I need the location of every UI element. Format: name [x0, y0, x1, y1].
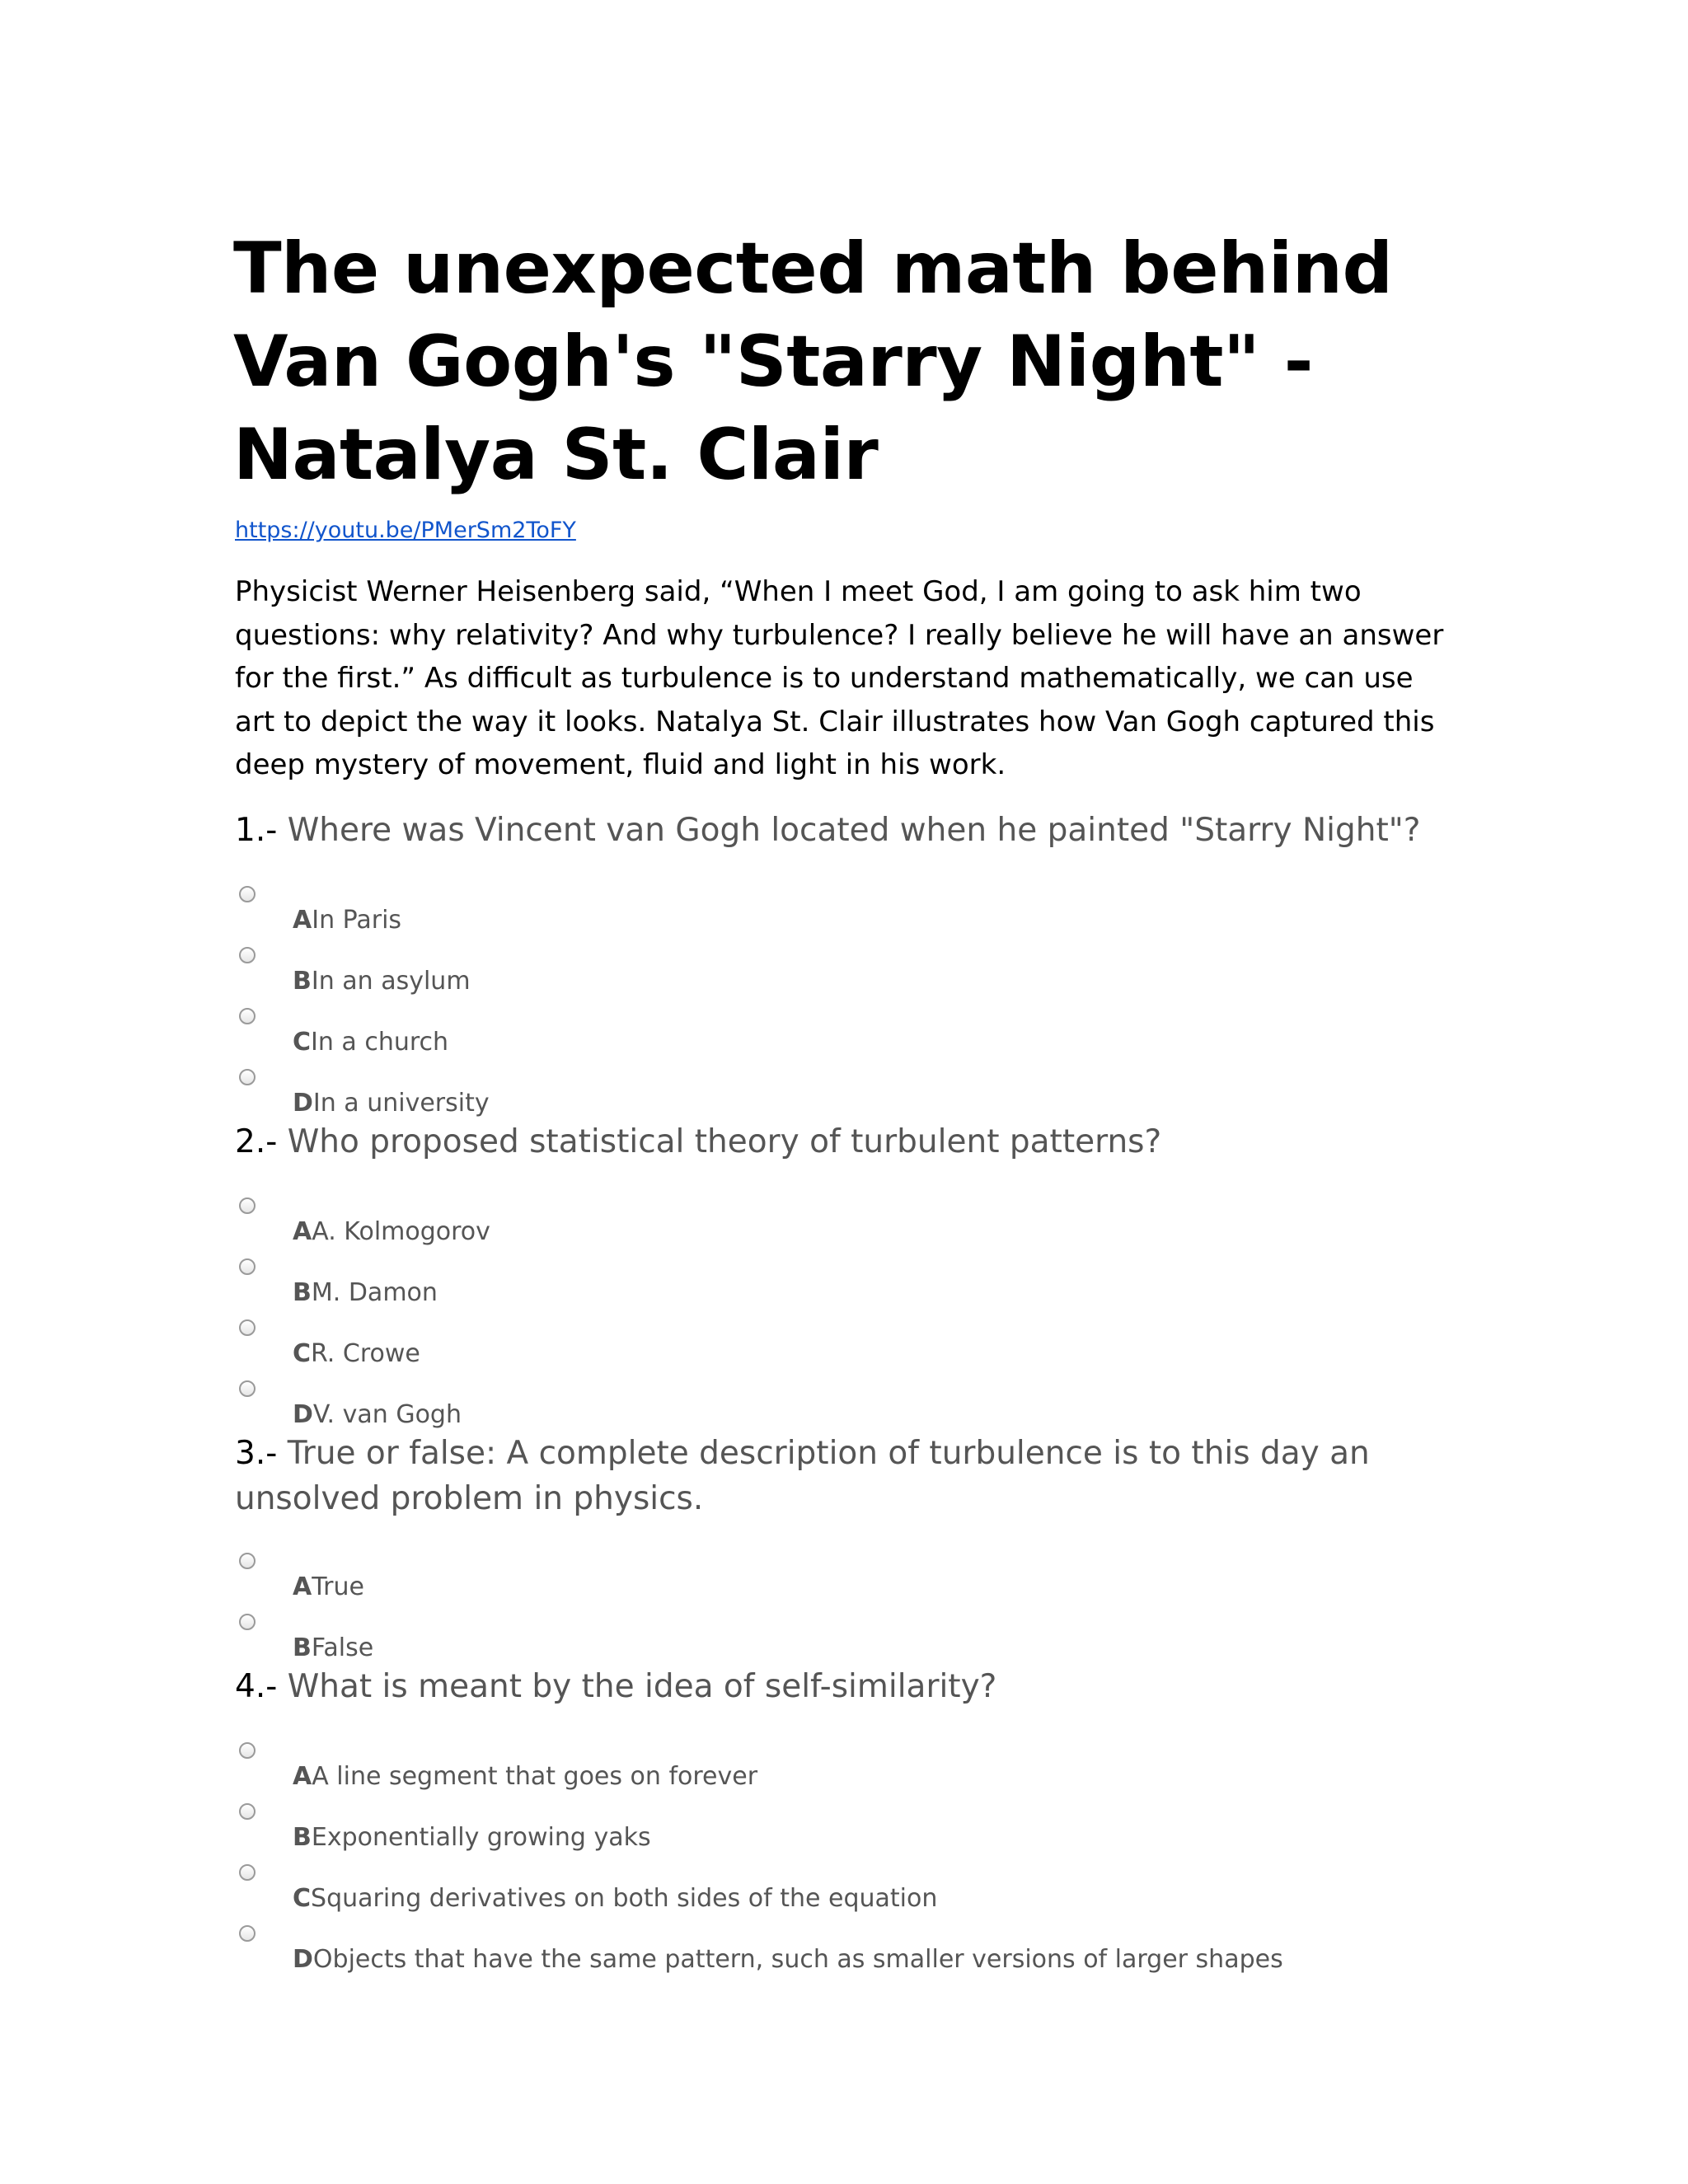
option-letter: B: [293, 1823, 312, 1852]
radio-button[interactable]: [239, 1319, 256, 1336]
radio-button[interactable]: [239, 1380, 256, 1397]
option-label: [293, 1943, 1283, 1976]
option-letter: D: [293, 1089, 313, 1118]
q4-option-a[interactable]: [235, 1742, 1471, 1792]
option-label: [293, 1571, 364, 1604]
option-label: [293, 965, 471, 998]
option-letter: C: [293, 1028, 312, 1057]
radio-button[interactable]: [239, 1008, 256, 1024]
question-2: [235, 1119, 1455, 1165]
radio-button[interactable]: [239, 886, 256, 902]
option-letter: B: [293, 1633, 312, 1662]
radio-button[interactable]: [239, 1614, 256, 1630]
option-letter: A: [293, 1762, 312, 1791]
option-label: [293, 1882, 937, 1915]
option-text: Objects that have the same pattern, such as smaller versions of larger shapes: [312, 1945, 1283, 1974]
radio-button[interactable]: [239, 1925, 256, 1942]
option-label: [293, 1760, 757, 1793]
question-text: True or false: A complete description of turbulence is to this day an unsolved problem in physics.: [235, 1435, 1370, 1517]
option-label: [293, 1277, 438, 1310]
radio-button[interactable]: [239, 1803, 256, 1820]
option-letter: D: [293, 1400, 313, 1429]
option-letter: C: [293, 1339, 312, 1368]
q1-option-b[interactable]: [235, 947, 1471, 996]
q1-option-d[interactable]: [235, 1069, 1471, 1118]
option-label: [293, 1632, 373, 1665]
question-3: [235, 1431, 1455, 1521]
q4-option-c[interactable]: [235, 1864, 1471, 1914]
question-text: What is meant by the idea of self-similarity?: [277, 1668, 997, 1705]
option-text: V. van Gogh: [312, 1400, 462, 1429]
q4-option-b[interactable]: [235, 1803, 1471, 1853]
option-letter: B: [293, 1278, 312, 1307]
q4-option-d[interactable]: [235, 1925, 1471, 1975]
radio-button[interactable]: [239, 947, 256, 963]
question-number: 2.-: [235, 1123, 278, 1160]
question-1: [235, 808, 1455, 853]
option-letter: A: [293, 1572, 312, 1601]
question-number: 3.-: [235, 1435, 278, 1472]
q3-option-b[interactable]: [235, 1614, 1471, 1663]
option-label: [293, 1821, 651, 1854]
intro-paragraph: Physicist Werner Heisenberg said, “When I meet God, I am going to ask him two questions: why relativity? And why turbulence? I really believe he will have an answer for the first.” As difficult as turbulence is to understand mathematically, we can use art to depict the way it looks. Natalya St. Clair illustrates how Van Gogh captured this deep mystery of movement, fluid and light in his work.: [235, 575, 1444, 781]
q3-option-a[interactable]: [235, 1553, 1471, 1602]
question-text: Who proposed statistical theory of turbulent patterns?: [277, 1123, 1162, 1160]
option-text: False: [311, 1633, 374, 1662]
option-letter: A: [293, 1217, 312, 1246]
option-letter: C: [293, 1884, 312, 1913]
option-text: A. Kolmogorov: [312, 1217, 490, 1246]
option-text: Exponentially growing yaks: [311, 1823, 651, 1852]
video-link[interactable]: https://youtu.be/PMerSm2ToFY: [235, 518, 576, 543]
option-text: A line segment that goes on forever: [312, 1762, 758, 1791]
radio-button[interactable]: [239, 1864, 256, 1881]
option-letter: D: [293, 1945, 313, 1974]
radio-button[interactable]: [239, 1069, 256, 1085]
option-label: [293, 904, 401, 937]
question-4: [235, 1664, 1455, 1709]
q2-option-c[interactable]: [235, 1319, 1471, 1369]
question-text: Where was Vincent van Gogh located when he painted "Starry Night"?: [277, 812, 1421, 849]
document-title: The unexpected math behind Van Gogh's "Starry Night" - Natalya St. Clair: [233, 227, 1393, 496]
option-text: Squaring derivatives on both sides of the equation: [311, 1884, 938, 1913]
option-label: [293, 1026, 448, 1059]
option-text: M. Damon: [311, 1278, 438, 1307]
q2-option-b[interactable]: [235, 1258, 1471, 1308]
option-label: [293, 1087, 490, 1120]
option-label: [293, 1216, 490, 1249]
option-text: In Paris: [312, 906, 402, 935]
q1-option-a[interactable]: [235, 886, 1471, 935]
q1-option-c[interactable]: [235, 1008, 1471, 1057]
option-label: [293, 1338, 420, 1371]
q2-option-d[interactable]: [235, 1380, 1471, 1430]
option-letter: B: [293, 967, 312, 996]
option-label: [293, 1399, 462, 1432]
radio-button[interactable]: [239, 1742, 256, 1759]
option-text: In a church: [311, 1028, 449, 1057]
option-letter: A: [293, 906, 312, 935]
radio-button[interactable]: [239, 1553, 256, 1569]
option-text: R. Crowe: [311, 1339, 420, 1368]
radio-button[interactable]: [239, 1258, 256, 1275]
option-text: In an asylum: [311, 967, 471, 996]
question-number: 4.-: [235, 1668, 278, 1705]
question-number: 1.-: [235, 812, 278, 849]
radio-button[interactable]: [239, 1197, 256, 1214]
q2-option-a[interactable]: [235, 1197, 1471, 1247]
option-text: True: [312, 1572, 364, 1601]
option-text: In a university: [312, 1089, 490, 1118]
